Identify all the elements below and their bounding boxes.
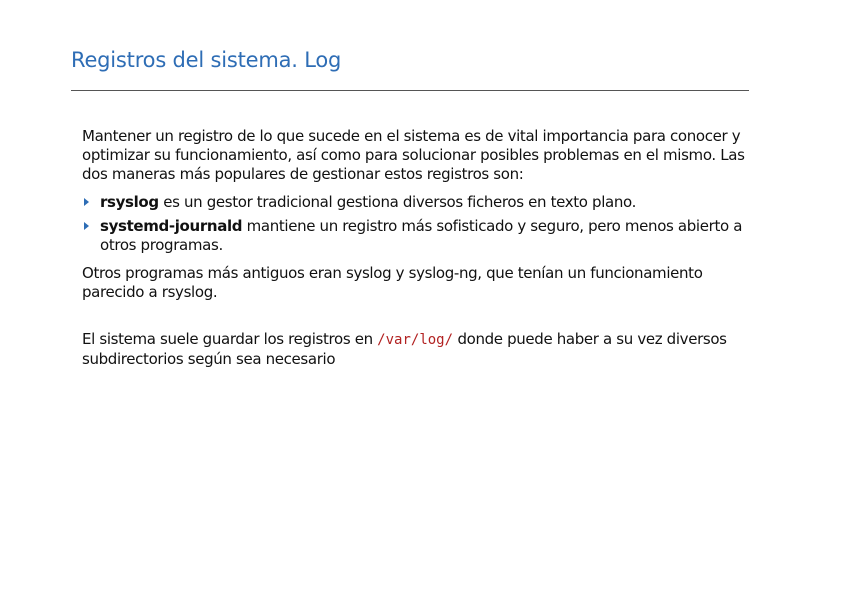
triangle-right-icon: [84, 198, 89, 206]
history-paragraph: Otros programas más antiguos eran syslog y syslog-ng, que tenían un funcionamiento parecido a rsyslog.: [82, 264, 703, 301]
bullet-term: rsyslog: [100, 193, 159, 211]
title-divider: [71, 90, 749, 91]
intro-paragraph: Mantener un registro de lo que sucede en el sistema es de vital importancia para conocer y optimizar su funcionamiento, así como para solucionar posibles problemas en el mismo. Las dos maneras más populares de gestionar estos registros son:: [82, 127, 745, 183]
location-text-after: donde puede haber a su vez diversos subdirectorios según sea necesario: [82, 330, 727, 368]
bullet-term: systemd-journald: [100, 217, 243, 235]
location-paragraph: [82, 330, 762, 369]
triangle-right-icon: [84, 222, 89, 230]
slide-content: [82, 127, 762, 369]
slide-title: Registros del sistema. Log: [71, 48, 342, 72]
location-text-before: El sistema suele guardar los registros en: [82, 330, 373, 348]
bullet-text: es un gestor tradicional gestiona diversos ficheros en texto plano.: [163, 193, 637, 211]
bullet-text: mantiene un registro más sofisticado y seguro, pero menos abierto a otros programas.: [100, 217, 743, 254]
bullet-list: [82, 193, 762, 255]
log-path-code: /var/log/: [377, 332, 454, 348]
bullet-item-systemd-journald: [82, 217, 762, 255]
bullet-item-rsyslog: [82, 193, 762, 212]
